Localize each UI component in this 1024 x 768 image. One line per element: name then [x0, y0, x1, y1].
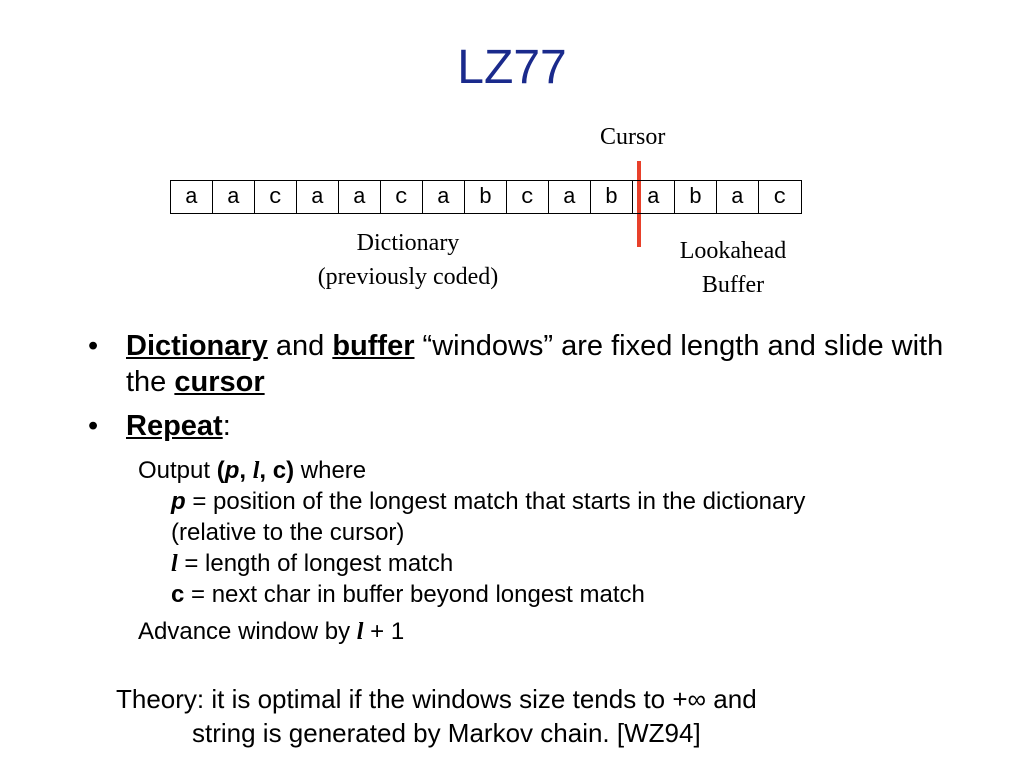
tuple-open: ( — [216, 457, 225, 484]
tuple-c: c — [272, 457, 287, 484]
text-and: and — [267, 330, 333, 362]
tape-cell: a — [297, 181, 339, 213]
lookahead-label — [652, 234, 814, 302]
tuple-comma2: , — [259, 457, 273, 484]
output-line — [138, 455, 366, 487]
cursor-label: Cursor — [600, 124, 666, 150]
repeat-colon: : — [222, 410, 231, 442]
def-c — [171, 579, 645, 610]
tape-cell: c — [773, 184, 787, 210]
output-prefix: Output — [138, 457, 217, 484]
advance-suffix: + 1 — [363, 618, 405, 645]
tuple-comma1: , — [239, 457, 253, 484]
bullet-windows — [88, 328, 968, 400]
tape-cell: b — [675, 181, 717, 213]
tape-cell: a — [633, 181, 675, 213]
advance-line — [138, 616, 404, 648]
tape-cell: b — [591, 181, 633, 213]
string-tape — [170, 180, 802, 214]
advance-prefix: Advance window by — [138, 618, 357, 645]
theory-line2: string is generated by Markov chain. [WZ94] — [192, 718, 701, 748]
dictionary-label-line1: Dictionary — [356, 230, 460, 256]
tape-cell: c — [381, 181, 423, 213]
def-l-var: l — [171, 551, 178, 577]
tape-cell: a — [549, 181, 591, 213]
def-c-var: c — [171, 581, 185, 608]
tape-cell: a — [717, 181, 759, 213]
dictionary-label-line2: (previously coded) — [317, 264, 499, 290]
bullet-repeat — [88, 408, 968, 444]
lookahead-label-line1: Lookahead — [679, 238, 787, 264]
tape-cell: c — [507, 181, 549, 213]
slide-title: LZ77 — [457, 41, 567, 94]
dictionary-label — [280, 226, 536, 294]
term-buffer: buffer — [332, 330, 415, 362]
def-p-cont: (relative to the cursor) — [171, 519, 405, 546]
tape-cell: c — [255, 181, 297, 213]
bullet-dot-icon: • — [88, 410, 99, 442]
bullet-list — [88, 328, 968, 452]
tape-cell: a — [213, 181, 255, 213]
tuple-l: l — [252, 458, 260, 484]
advance-l-var: l — [356, 619, 364, 645]
tape-cell: a — [171, 181, 213, 213]
term-cursor: cursor — [174, 366, 265, 398]
tuple-close: ) — [286, 457, 295, 484]
def-p-var: p — [171, 488, 186, 515]
def-p — [171, 486, 805, 517]
def-c-text: = next char in buffer beyond longest match — [184, 581, 645, 608]
output-where: where — [294, 457, 367, 484]
def-p-text: = position of the longest match that starts in the dictionary — [185, 488, 806, 515]
tape-cell: a — [339, 181, 381, 213]
tape-cell: b — [465, 181, 507, 213]
tape-cell: a — [423, 181, 465, 213]
term-dictionary: Dictionary — [126, 330, 268, 362]
bullet-dot-icon: • — [88, 330, 99, 362]
theory-line1: Theory: it is optimal if the windows size tends to +∞ and — [116, 684, 757, 714]
lookahead-label-line2: Buffer — [701, 272, 765, 298]
tuple-p: p — [224, 457, 240, 484]
text-windows: “windows” are fixed length and slide with the — [126, 330, 944, 398]
def-l — [171, 548, 453, 580]
term-repeat: Repeat — [126, 410, 223, 442]
def-l-text: = length of longest match — [177, 550, 454, 577]
